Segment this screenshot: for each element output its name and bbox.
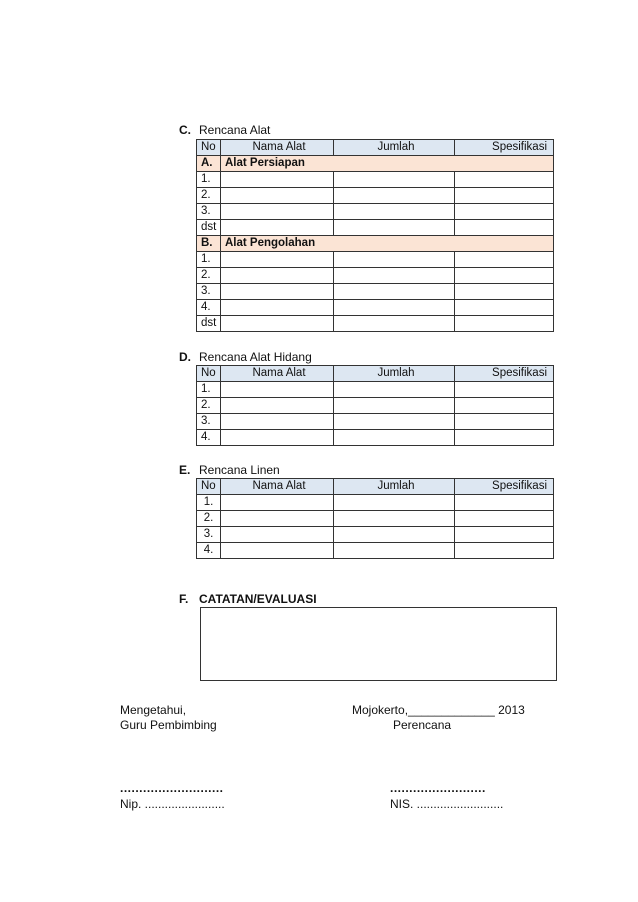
row-number: dst	[197, 220, 221, 236]
cell-jumlah[interactable]	[334, 188, 455, 204]
table-row	[197, 284, 554, 300]
cell-jumlah[interactable]	[334, 543, 455, 559]
cell-nama[interactable]	[221, 543, 334, 559]
section-letter: C.	[179, 123, 191, 137]
group-row-pengolahan	[197, 236, 554, 252]
cell-jumlah[interactable]	[334, 527, 455, 543]
table-row	[197, 543, 554, 559]
cell-jumlah[interactable]	[334, 511, 455, 527]
cell-jumlah[interactable]	[334, 414, 455, 430]
cell-nama[interactable]	[221, 495, 334, 511]
cell-spesifikasi[interactable]	[455, 268, 554, 284]
catatan-evaluasi-box[interactable]	[200, 607, 557, 681]
table-row	[197, 430, 554, 446]
row-number: 2.	[197, 511, 221, 527]
perencana-label: Perencana	[393, 718, 452, 732]
table-rencana-alat-hidang	[196, 365, 554, 446]
row-number: 4.	[197, 543, 221, 559]
row-number: 2.	[197, 188, 221, 204]
guru-pembimbing-label: Guru Pembimbing	[120, 718, 217, 732]
cell-nama[interactable]	[221, 398, 334, 414]
cell-spesifikasi[interactable]	[455, 284, 554, 300]
table-row	[197, 188, 554, 204]
header-spesifikasi: Spesifikasi	[455, 479, 554, 495]
header-jumlah: Jumlah	[334, 479, 455, 495]
cell-jumlah[interactable]	[334, 495, 455, 511]
section-title-text: Rencana Alat Hidang	[199, 350, 312, 364]
row-number: dst	[197, 316, 221, 332]
row-number: 4.	[197, 430, 221, 446]
section-f-title	[179, 592, 317, 606]
row-number: 4.	[197, 300, 221, 316]
table-rencana-alat	[196, 139, 554, 332]
header-no: No	[197, 140, 221, 156]
header-spesifikasi: Spesifikasi	[455, 366, 554, 382]
cell-spesifikasi[interactable]	[455, 204, 554, 220]
group-row-persiapan	[197, 156, 554, 172]
header-jumlah: Jumlah	[334, 366, 455, 382]
table-row	[197, 300, 554, 316]
cell-nama[interactable]	[221, 188, 334, 204]
cell-nama[interactable]	[221, 172, 334, 188]
table-header-row	[197, 479, 554, 495]
header-nama-alat: Nama Alat	[221, 479, 334, 495]
row-number: 3.	[197, 414, 221, 430]
cell-spesifikasi[interactable]	[455, 188, 554, 204]
nis-label: NIS. ..........................	[390, 797, 504, 811]
row-number: 1.	[197, 495, 221, 511]
section-letter: F.	[179, 592, 189, 606]
section-title-text: Rencana Linen	[199, 463, 280, 477]
cell-nama[interactable]	[221, 284, 334, 300]
cell-spesifikasi[interactable]	[455, 414, 554, 430]
row-number: 1.	[197, 382, 221, 398]
cell-spesifikasi[interactable]	[455, 316, 554, 332]
cell-nama[interactable]	[221, 527, 334, 543]
section-d-title	[179, 350, 312, 364]
cell-spesifikasi[interactable]	[455, 495, 554, 511]
section-c-title	[179, 123, 270, 137]
table-row	[197, 527, 554, 543]
cell-nama[interactable]	[221, 382, 334, 398]
right-signature-line: .........................	[390, 781, 486, 795]
cell-spesifikasi[interactable]	[455, 430, 554, 446]
cell-jumlah[interactable]	[334, 398, 455, 414]
left-signature-line: ...........................	[120, 781, 224, 795]
cell-nama[interactable]	[221, 300, 334, 316]
section-title-text: CATATAN/EVALUASI	[199, 592, 317, 606]
table-row	[197, 495, 554, 511]
row-number: 2.	[197, 398, 221, 414]
cell-jumlah[interactable]	[334, 268, 455, 284]
group-name: Alat Persiapan	[221, 156, 554, 172]
cell-jumlah[interactable]	[334, 316, 455, 332]
cell-jumlah[interactable]	[334, 284, 455, 300]
cell-nama[interactable]	[221, 316, 334, 332]
cell-spesifikasi[interactable]	[455, 382, 554, 398]
cell-spesifikasi[interactable]	[455, 511, 554, 527]
row-number: 3.	[197, 527, 221, 543]
cell-spesifikasi[interactable]	[455, 172, 554, 188]
cell-spesifikasi[interactable]	[455, 543, 554, 559]
section-letter: D.	[179, 350, 191, 364]
cell-spesifikasi[interactable]	[455, 527, 554, 543]
table-header-row	[197, 140, 554, 156]
row-number: 1.	[197, 172, 221, 188]
cell-nama[interactable]	[221, 268, 334, 284]
section-e-title	[179, 463, 280, 477]
section-letter: E.	[179, 463, 191, 477]
cell-nama[interactable]	[221, 414, 334, 430]
cell-spesifikasi[interactable]	[455, 220, 554, 236]
group-letter: A.	[197, 156, 221, 172]
cell-jumlah[interactable]	[334, 430, 455, 446]
row-number: 2.	[197, 268, 221, 284]
header-jumlah: Jumlah	[334, 140, 455, 156]
cell-jumlah[interactable]	[334, 300, 455, 316]
row-number: 3.	[197, 284, 221, 300]
cell-nama[interactable]	[221, 204, 334, 220]
cell-nama[interactable]	[221, 511, 334, 527]
cell-spesifikasi[interactable]	[455, 300, 554, 316]
header-no: No	[197, 479, 221, 495]
group-name: Alat Pengolahan	[221, 236, 554, 252]
cell-jumlah[interactable]	[334, 220, 455, 236]
table-row	[197, 204, 554, 220]
header-nama-alat: Nama Alat	[221, 366, 334, 382]
table-row	[197, 511, 554, 527]
cell-nama[interactable]	[221, 252, 334, 268]
header-spesifikasi: Spesifikasi	[455, 140, 554, 156]
row-number: 3.	[197, 204, 221, 220]
cell-jumlah[interactable]	[334, 382, 455, 398]
header-nama-alat: Nama Alat	[221, 140, 334, 156]
table-row	[197, 414, 554, 430]
cell-jumlah[interactable]	[334, 172, 455, 188]
cell-spesifikasi[interactable]	[455, 398, 554, 414]
cell-nama[interactable]	[221, 430, 334, 446]
cell-nama[interactable]	[221, 220, 334, 236]
mengetahui-label: Mengetahui,	[120, 703, 187, 717]
cell-jumlah[interactable]	[334, 204, 455, 220]
table-row	[197, 268, 554, 284]
table-row	[197, 316, 554, 332]
table-row	[197, 252, 554, 268]
section-title-text: Rencana Alat	[199, 123, 271, 137]
table-row	[197, 382, 554, 398]
place-date-label: Mojokerto,_____________ 2013	[352, 703, 525, 717]
cell-spesifikasi[interactable]	[455, 252, 554, 268]
table-row	[197, 398, 554, 414]
table-rencana-linen	[196, 478, 554, 559]
row-number: 1.	[197, 252, 221, 268]
nip-label: Nip. ........................	[120, 797, 225, 811]
table-header-row	[197, 366, 554, 382]
table-row	[197, 172, 554, 188]
group-letter: B.	[197, 236, 221, 252]
table-row	[197, 220, 554, 236]
header-no: No	[197, 366, 221, 382]
cell-jumlah[interactable]	[334, 252, 455, 268]
